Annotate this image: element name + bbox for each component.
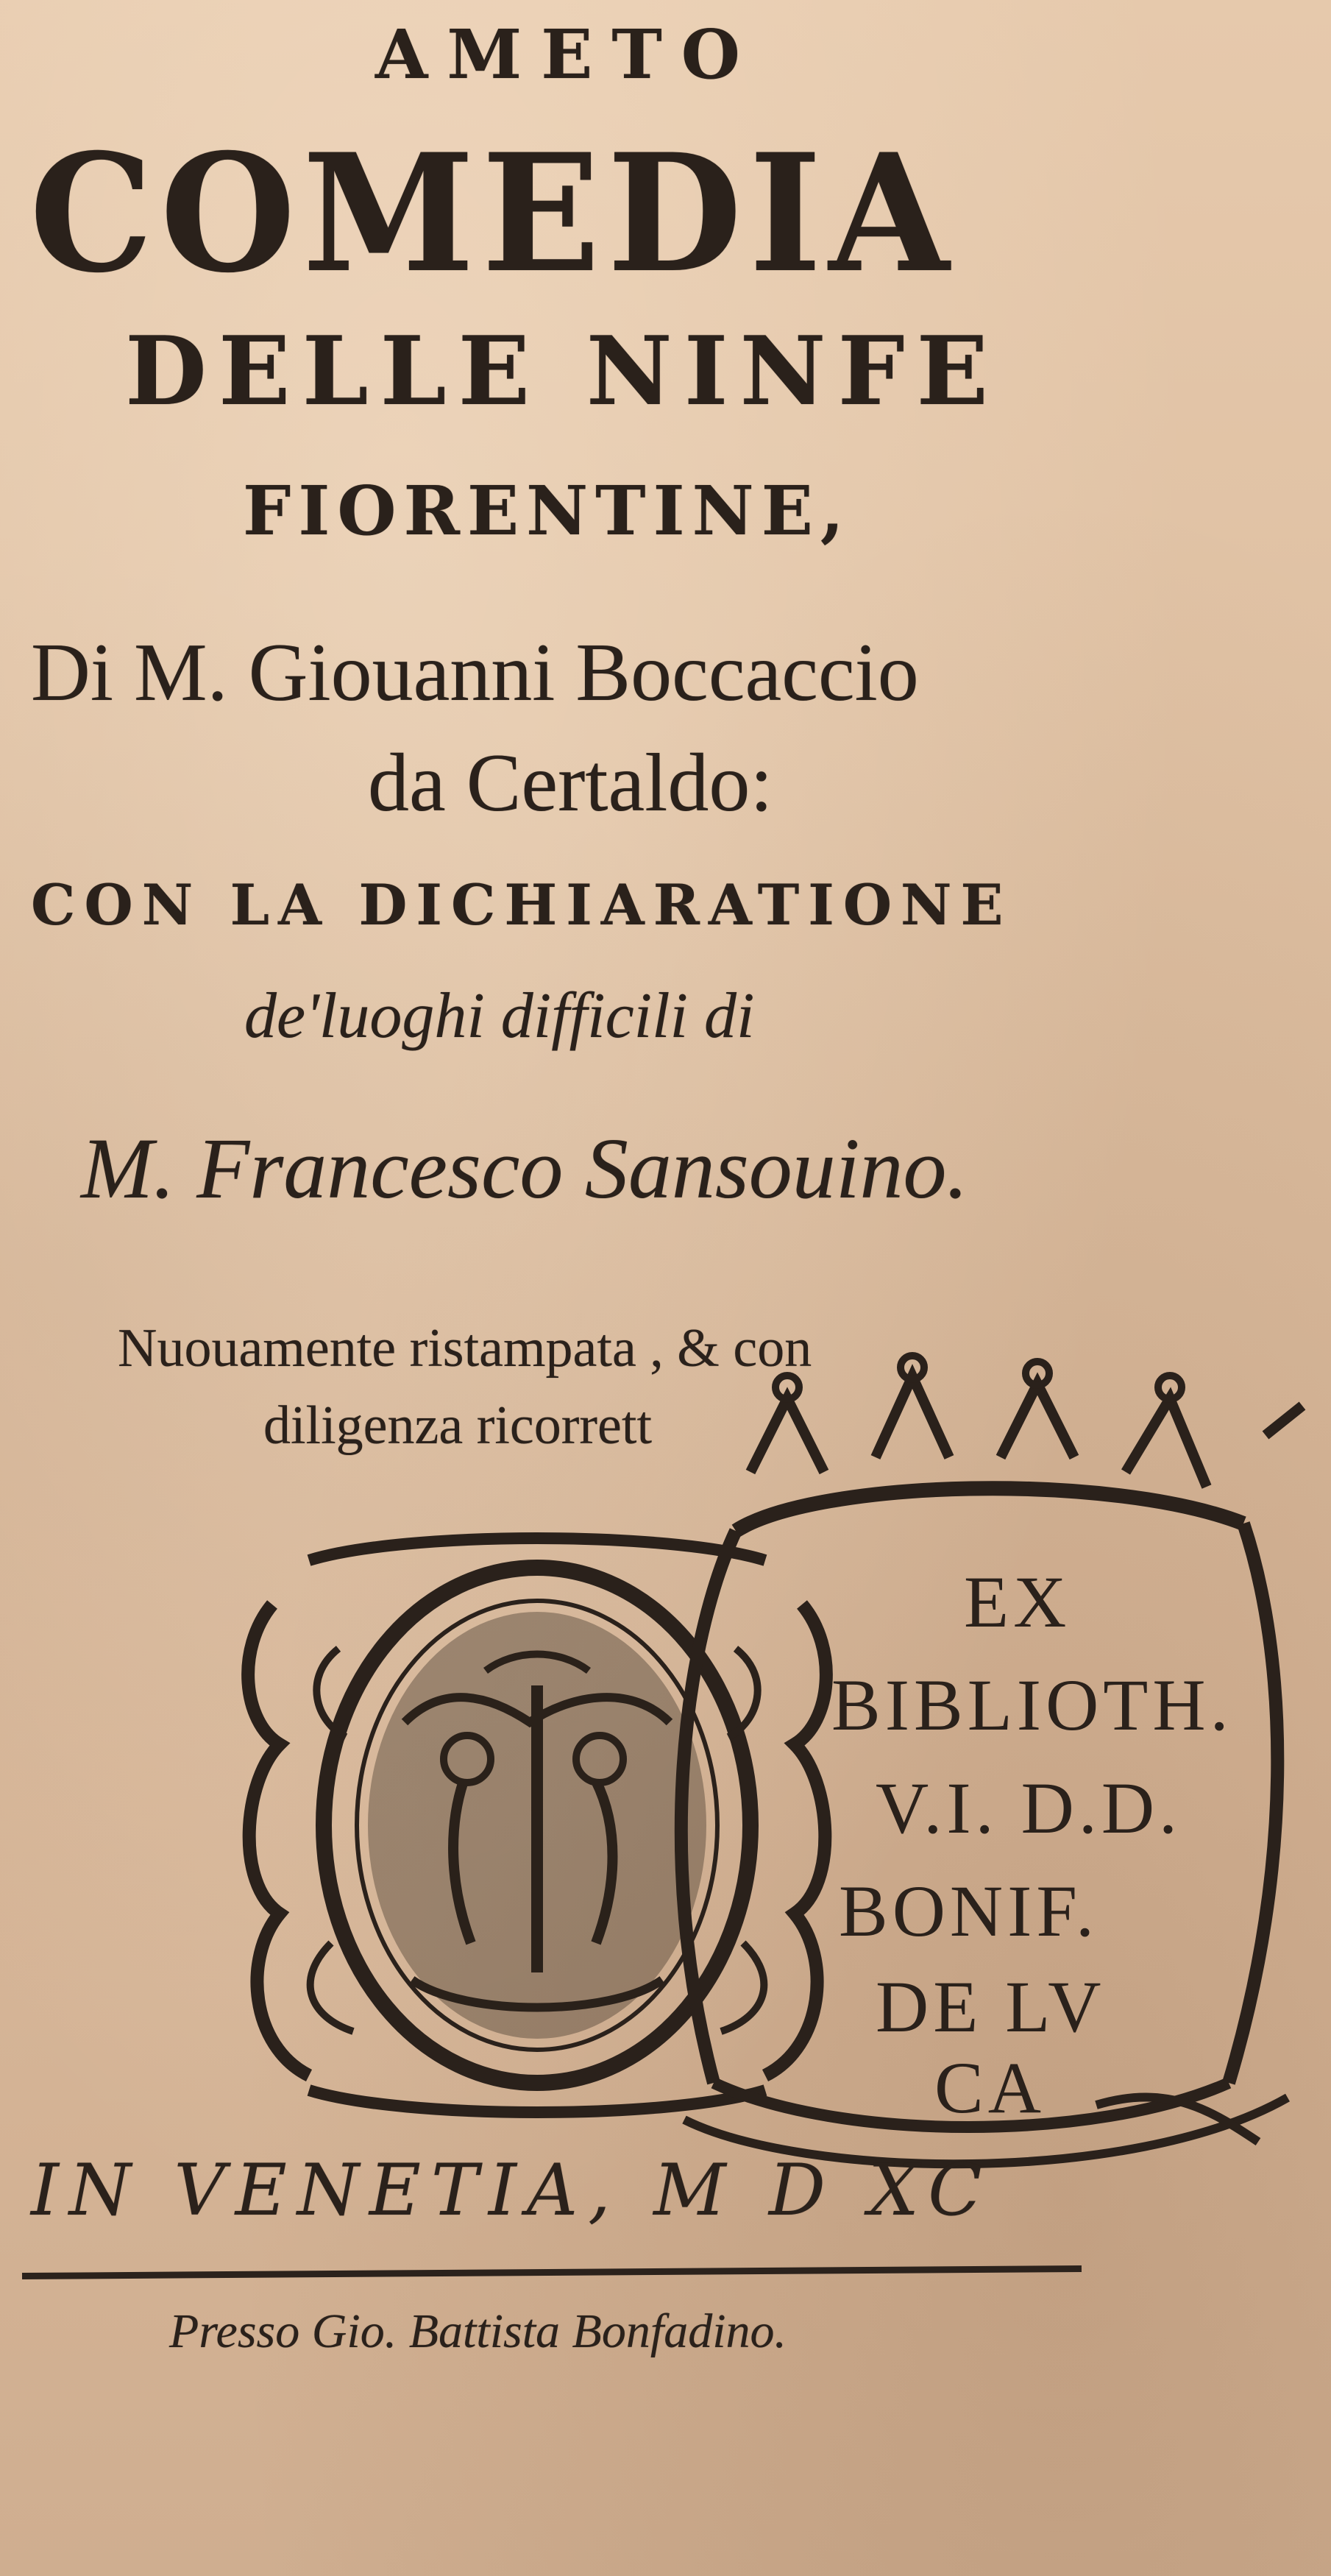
imprint-place-date: IN VENETIA, M D XC (31, 2149, 993, 2232)
reprint-note-line1: Nuouamente ristampata , & con (118, 1318, 812, 1379)
title-delle-ninfe: DELLE NINFE (125, 316, 1000, 427)
stamp-line-2: BIBLIOTH. (831, 1664, 1233, 1746)
printer-line: Presso Gio. Battista Bonfadino. (169, 2304, 787, 2358)
library-ownership-stamp (655, 1347, 1317, 2215)
reprint-note-line2: diligenza ricorrett (263, 1395, 653, 1456)
stamp-line-5: DE LV (876, 1966, 1106, 2048)
commentator-name: M. Francesco Sansouino. (81, 1120, 969, 1217)
stamp-line-1: EX (964, 1561, 1071, 1643)
stamp-line-4: BONIF. (839, 1870, 1099, 1952)
author-line: Di M. Giouanni Boccaccio (31, 627, 919, 718)
stamp-line-3: V.I. D.D. (876, 1767, 1182, 1849)
commentary-heading: CON LA DICHIARATIONE (31, 872, 1012, 938)
title-ameto: AMETO (375, 15, 759, 94)
imprint-rule (22, 2265, 1082, 2279)
title-fiorentine: FIORENTINE, (243, 471, 851, 551)
commentary-subline: de'luoghi difficili di (244, 980, 755, 1052)
author-origin-line: da Certaldo: (368, 737, 773, 829)
stamp-line-6: CA (934, 2047, 1046, 2129)
title-comedia: COMEDIA (29, 118, 956, 308)
